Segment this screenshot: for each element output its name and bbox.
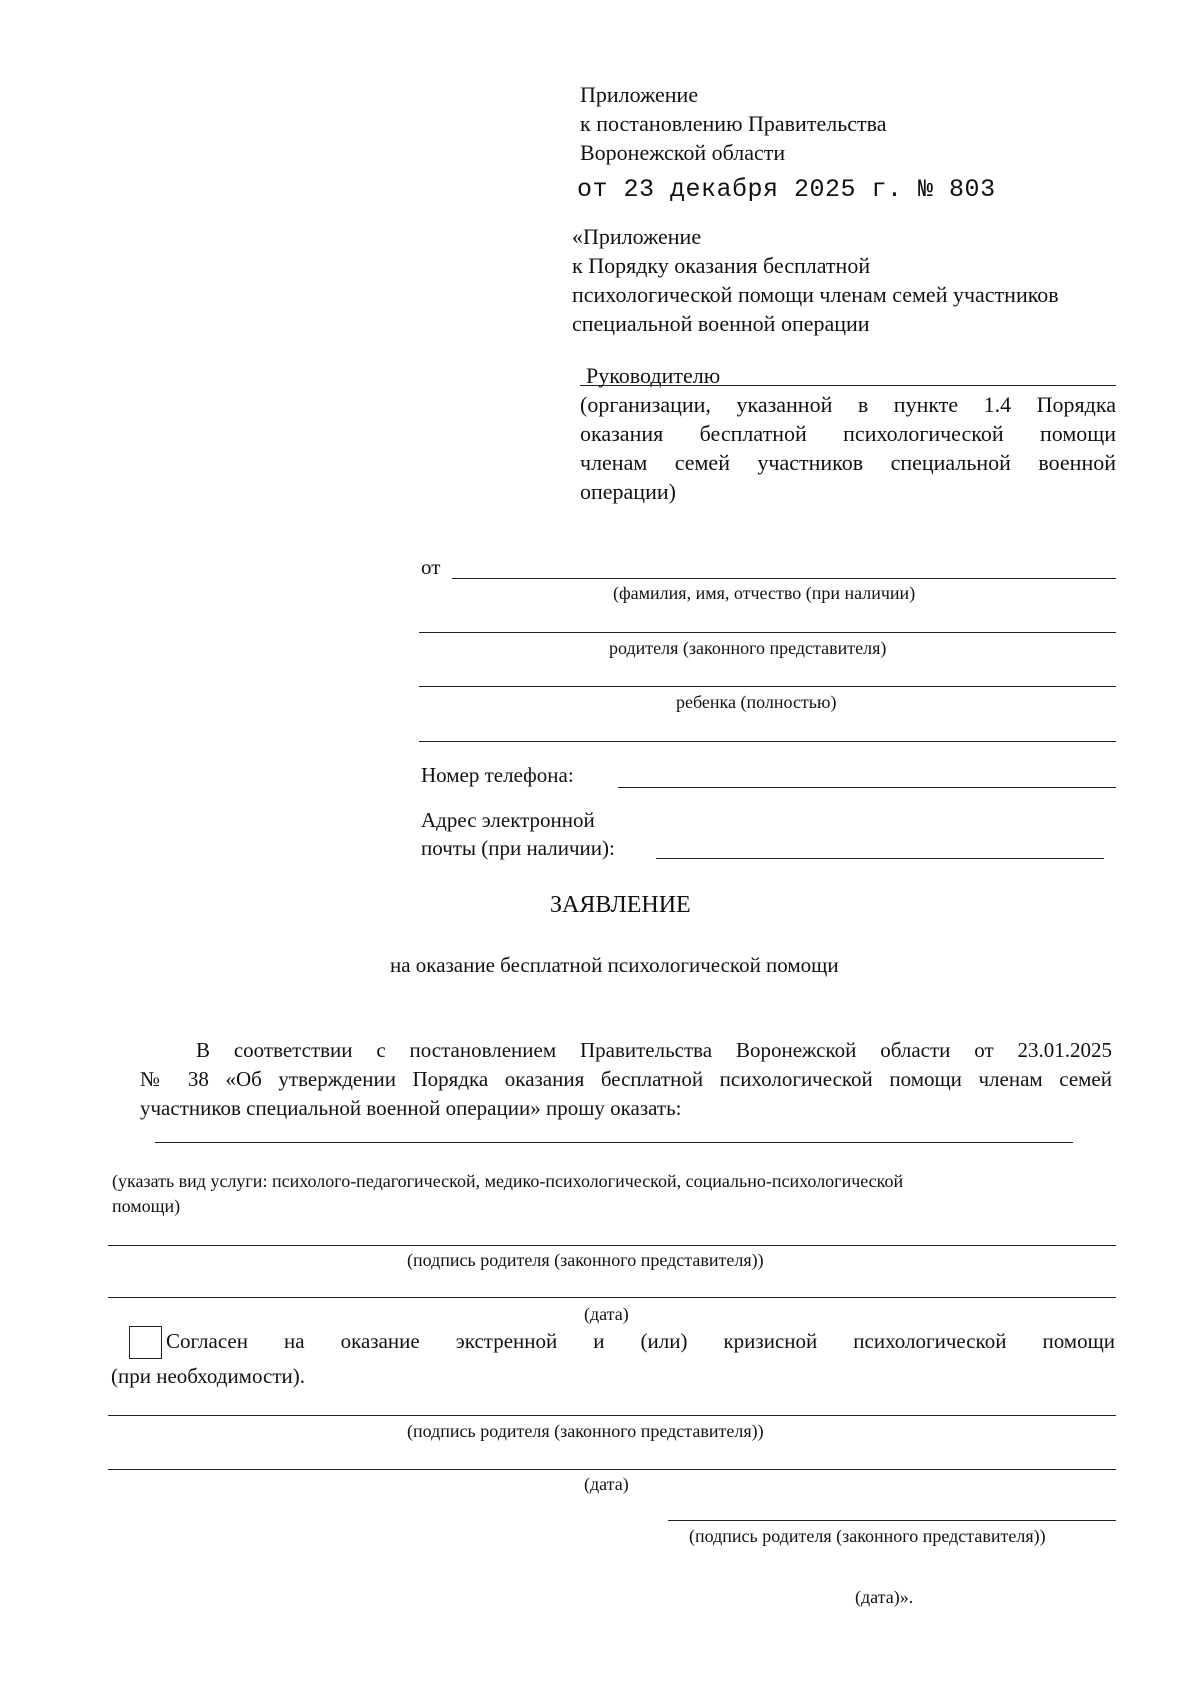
consent-line-1: Согласен на оказание экстренной и (или) кризисной психологической помощи: [166, 1329, 1115, 1353]
signature-line-2[interactable]: [108, 1415, 1116, 1416]
procedure-appendix: [572, 222, 1059, 338]
body-line-2: № 38 «Об утверждении Порядка оказания бесплатной психологической помощи членам семей: [140, 1067, 1112, 1091]
consent-line-2: (при необходимости).: [111, 1364, 305, 1388]
phone-field-line[interactable]: [618, 787, 1116, 788]
signature-caption-2: (подпись родителя (законного представителя)): [407, 1421, 764, 1441]
fio-field-line[interactable]: [452, 578, 1116, 579]
child-field-line[interactable]: [419, 686, 1116, 687]
addressee-underline: [580, 385, 1116, 386]
addressee-line-3: членам семей участников специальной военной: [580, 450, 1116, 475]
date-caption-3: (дата)».: [855, 1587, 914, 1607]
extra-field-line[interactable]: [419, 741, 1116, 742]
parent-caption: родителя (законного представителя): [609, 638, 887, 658]
parent-field-line[interactable]: [419, 632, 1116, 633]
body-line-1: В соответствии с постановлением Правительства Воронежской области от 23.01.2025: [196, 1038, 1112, 1062]
appendix-header: [580, 80, 886, 167]
signature-line-3[interactable]: [668, 1520, 1116, 1521]
header-line-3: Воронежской области: [580, 140, 786, 165]
statement-title: ЗАЯВЛЕНИЕ: [550, 892, 691, 918]
header-line-2: к постановлению Правительства: [580, 111, 887, 136]
date-caption-2: (дата): [584, 1474, 629, 1494]
signature-caption-1: (подпись родителя (законного представителя)): [407, 1250, 764, 1270]
body-line-3: участников специальной военной операции» прошу оказать:: [140, 1096, 682, 1120]
date-caption-1: (дата): [584, 1304, 629, 1324]
service-field-line[interactable]: [155, 1142, 1073, 1143]
consent-text-line-1: [166, 1329, 1115, 1354]
consent-checkbox[interactable]: [129, 1326, 162, 1359]
child-caption: ребенка (полностью): [676, 692, 837, 712]
appendix-line-1: «Приложение: [572, 224, 702, 249]
from-label: от: [421, 555, 441, 579]
email-label-1: Адрес электронной: [421, 808, 595, 832]
header-line-1: Приложение: [580, 82, 699, 107]
date-line-2[interactable]: [108, 1469, 1116, 1470]
addressee-line-2: оказания бесплатной психологической помощи: [580, 421, 1116, 446]
email-field-line[interactable]: [656, 858, 1104, 859]
addressee-line-1: (организации, указанной в пункте 1.4 Порядка: [580, 392, 1116, 417]
signature-line-1[interactable]: [108, 1245, 1116, 1246]
addressee-title: Руководителю: [586, 363, 721, 388]
date-line-1[interactable]: [108, 1297, 1116, 1298]
resolution-date-number: от 23 декабря 2025 г. № 803: [577, 175, 996, 204]
statement-body: [140, 1036, 1112, 1123]
service-hint-2: помощи): [112, 1196, 181, 1216]
appendix-line-4: специальной военной операции: [572, 311, 870, 336]
email-label-2: почты (при наличии):: [421, 836, 615, 860]
addressee-description: [580, 390, 1116, 506]
phone-label: Номер телефона:: [421, 763, 574, 787]
appendix-line-3: психологической помощи членам семей участников: [572, 282, 1059, 307]
statement-subtitle: на оказание бесплатной психологической помощи: [390, 953, 839, 977]
addressee-line-4: операции): [580, 479, 676, 504]
signature-caption-3: (подпись родителя (законного представителя)): [689, 1526, 1046, 1546]
appendix-line-2: к Порядку оказания бесплатной: [572, 253, 871, 278]
fio-caption: (фамилия, имя, отчество (при наличии): [613, 583, 916, 603]
service-hint-1: (указать вид услуги: психолого-педагогической, медико-психологической, социально-психологической: [112, 1171, 904, 1191]
